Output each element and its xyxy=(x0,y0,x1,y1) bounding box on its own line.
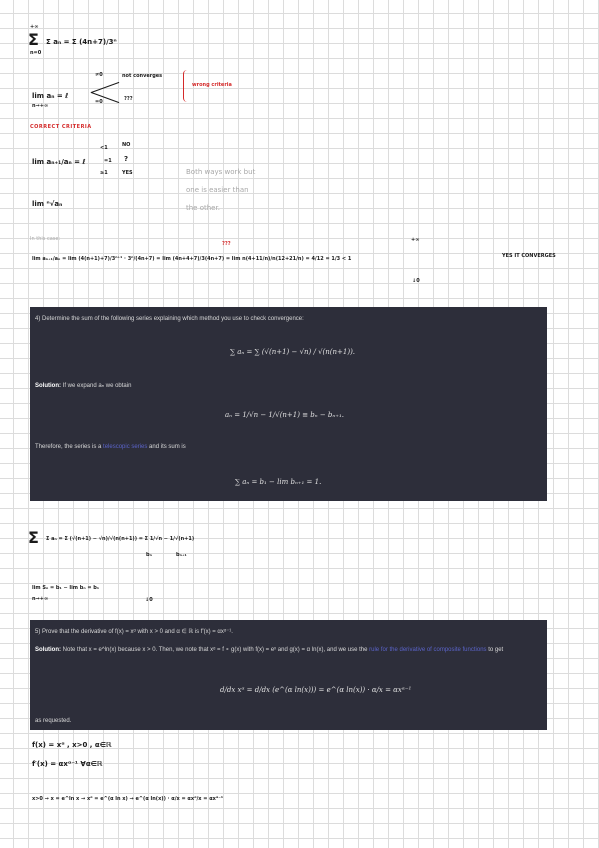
ratio-question: ? xyxy=(124,155,129,163)
limit-expression: lim aₙ = ℓ xyxy=(32,92,69,100)
ratio-lt1: <1 xyxy=(100,145,108,151)
branch-zero: =0 xyxy=(95,99,103,105)
case-question-marks: ??? xyxy=(222,241,231,247)
series-definition: Σ aₙ = Σ (4n+7)/3ⁿ xyxy=(46,38,117,46)
correct-criteria-heading: CORRECT CRITERIA xyxy=(30,124,92,130)
solution-post-5: to get xyxy=(486,647,504,653)
ratio-gt1: ≥1 xyxy=(100,170,108,176)
exercise-5-panel xyxy=(30,620,547,730)
sum-equation: ∑ aₙ = b₁ − lim bₙ₊₁ = 1. xyxy=(235,478,322,486)
limit-subscript: n→+∞ xyxy=(32,103,49,109)
derivative-equation: d/dx xᵅ = d/dx (e^(α ln(x))) = e^(α ln(x)) · α/x = αxᵅ⁻¹ xyxy=(220,686,412,694)
exercise-4-question: 4) Determine the sum of the following series explaining which method you use to check convergence: xyxy=(35,316,304,322)
bottom-line-3: x>0 → x = e^ln x → xᵅ = e^(α ln x) → e^(α ln(x)) · α/x = αxᵅ/x = αxᵅ⁻¹ xyxy=(32,796,224,802)
case-zero: ↓0 xyxy=(412,278,420,284)
root-limit: lim ⁿ√aₙ xyxy=(32,200,63,208)
composite-rule-link[interactable]: rule for the derivative of composite functions xyxy=(369,647,487,653)
note-line-1: Both ways work but xyxy=(186,168,256,176)
bottom-line-1: f(x) = xᵅ , x>0 , α∈ℝ xyxy=(32,741,112,749)
bn-label: bₙ xyxy=(146,552,152,558)
note-line-3: the other. xyxy=(186,204,220,212)
not-converges-note: not converges xyxy=(122,73,163,79)
solution-text-5: Note that x = e^ln(x) because x > 0. Then, we note that xᵅ = f ∘ g(x) with f(x) = eˣ and g(x) = α ln(x), and we use the xyxy=(61,647,370,653)
case-label: In this case: xyxy=(30,236,61,242)
ratio-limit: lim aₙ₊₁/aₙ = ℓ xyxy=(32,158,86,166)
case-expression: lim aₙ₊₁/aₙ = lim (4(n+1)+7)/3ⁿ⁺¹ · 3ⁿ/(4n+7) = lim (4n+4+7)/3(4n+7) = lim n(4+11/n)/n(12+21/n) = 4/12 = 1/3 < 1 xyxy=(32,256,352,262)
lim-sn-subscript: n→+∞ xyxy=(32,596,49,602)
as-requested: as requested. xyxy=(35,718,72,724)
therefore-pre: Therefore, the series is a xyxy=(35,444,104,450)
sigma-lower: n=0 xyxy=(30,50,42,56)
expansion-equation: aₙ = 1/√n − 1/√(n+1) ≡ bₙ − bₙ₊₁. xyxy=(225,411,344,419)
question-marks: ??? xyxy=(124,96,133,102)
lim-sn-expression: lim Sₙ = b₁ − lim bₙ = b₁ xyxy=(32,585,100,591)
exercise-5-question: 5) Prove that the derivative of f(x) = xᵅ with x > 0 and α ∈ ℝ is f′(x) = αxᵅ⁻¹. xyxy=(35,629,233,635)
bottom-line-2: f′(x) = αxᵅ⁻¹ ∀α∈ℝ xyxy=(32,760,103,768)
case-infinity: +∞ xyxy=(411,237,420,243)
note-line-2: one is easier than xyxy=(186,186,249,194)
sigma-symbol-2: Σ xyxy=(28,528,39,547)
exercise-4-series: ∑ aₙ = ∑ (√(n+1) − √n) / √(n(n+1)). xyxy=(230,348,356,356)
ratio-eq1: =1 xyxy=(104,158,112,164)
bn1-label: bₙ₊₁ xyxy=(176,552,187,558)
solution-label-4: Solution: xyxy=(35,383,61,389)
branch-nonzero: ≠0 xyxy=(95,72,103,78)
middle-sum-expression: Σ aₙ = Σ (√(n+1) − √n)/√(n(n+1)) = Σ 1/√n − 1/√(n+1) xyxy=(46,536,195,542)
red-brace xyxy=(183,70,188,102)
solution-label-5: Solution: xyxy=(35,647,61,653)
therefore-post: and its sum is xyxy=(147,444,186,450)
telescopic-series-link[interactable]: telescopic series xyxy=(103,444,148,450)
exercise-4-panel xyxy=(30,307,547,501)
ratio-no: NO xyxy=(122,142,131,148)
wrong-criteria-note: wrong criteria xyxy=(192,82,232,88)
ratio-yes: YES xyxy=(122,170,133,176)
sigma-upper: +∞ xyxy=(30,24,39,30)
case-result: YES IT CONVERGES xyxy=(502,253,556,259)
solution-text-4: If we expand aₙ we obtain xyxy=(61,383,132,389)
lim-zero: ↓0 xyxy=(145,597,153,603)
sigma-symbol: Σ xyxy=(28,30,39,49)
